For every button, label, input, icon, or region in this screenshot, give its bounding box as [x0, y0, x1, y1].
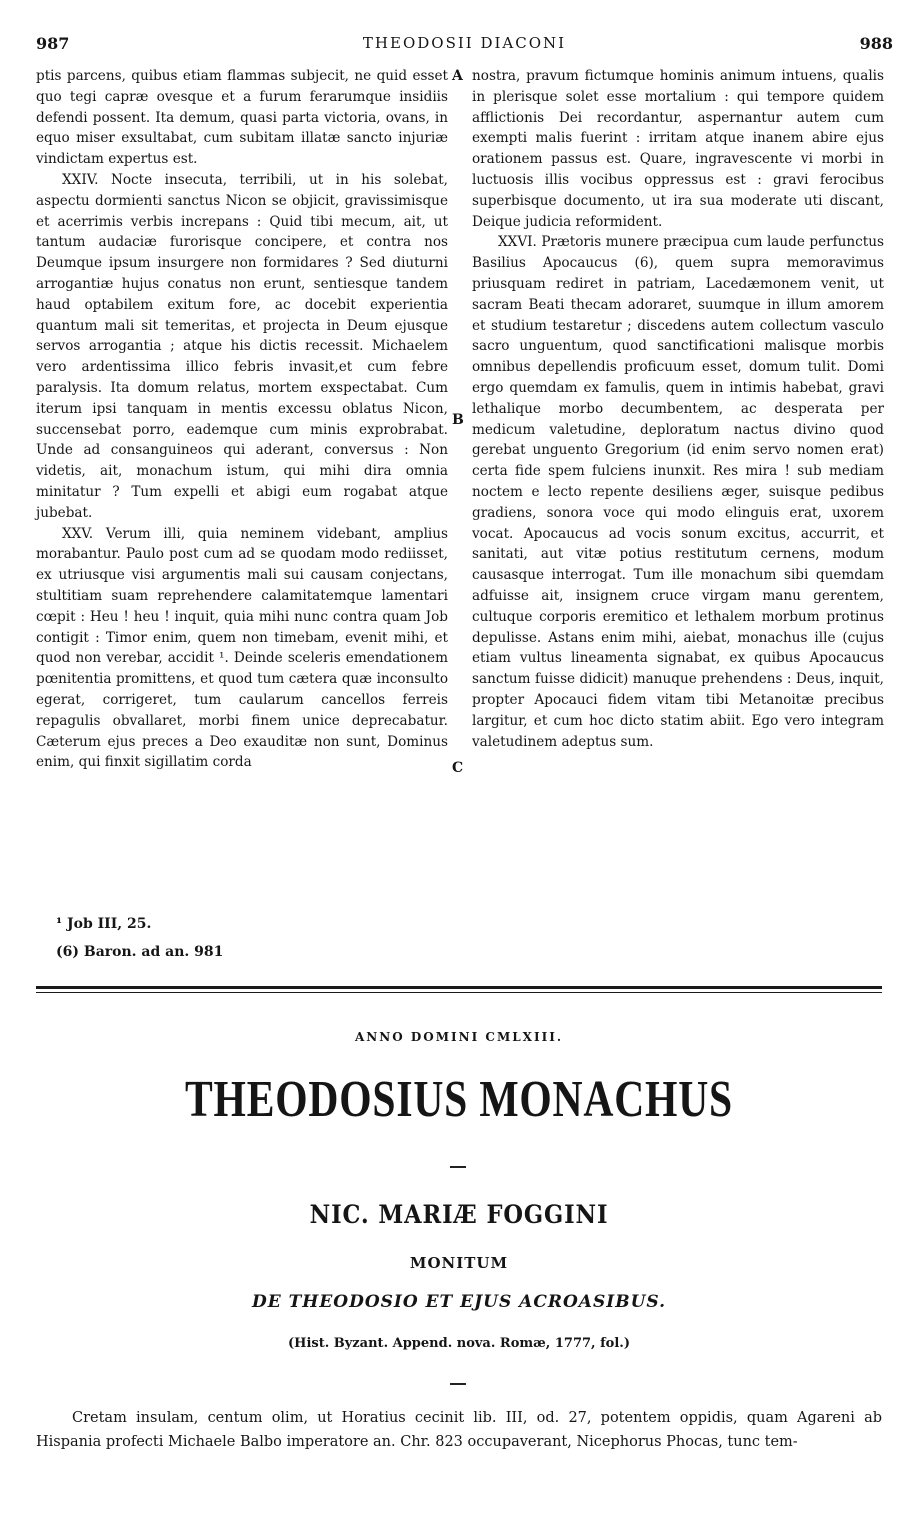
right-paragraph-1: nostra, pravum fictumque hominis animum intuens, qualis in plerisque solet esse mortalium : qui tempore quidem afflictionis Dei recordantur, aspernantur autem cum exempti malis fuerint : irritam atque inanem abire ejus orationem passus est. Quare, ingravescente vi morbi in luctuosis illis vocibus oppressus est : gravi ferocibus superbisque documento, ut ira sua moderate uti discant, Deique judicia reformident. — [472, 68, 884, 230]
footnote-2: (6) Baron. ad an. 981 — [56, 944, 224, 960]
separator-rule-top — [36, 986, 882, 989]
body-paragraph: Cretam insulam, centum olim, ut Horatius cecinit lib. III, od. 27, potentem oppidis, quam Agareni ab Hispania profecti Michaele Balbo imperatore an. Chr. 823 occupaverant, Nicephorus Phocas, tunc tem- — [36, 1410, 882, 1450]
margin-letter-a: A — [452, 68, 463, 84]
author-line: NIC. MARIÆ FOGGINI — [309, 1200, 609, 1229]
margin-letter-c: C — [452, 760, 464, 776]
left-paragraph-2: XXIV. Nocte insecuta, terribili, ut in his solebat, aspectu dormienti sanctus Nicon se objicit, gravissimisque et acerrimis verbis increpans : Quid tibi mecum, ait, ut tantum audaciæ furorisque conciperе, et contra nos Deumque ipsum insurgere non formidares ? Sed diuturni arrogantiæ hujus conatus non erunt, sentiesque tandem haud optabilem exitum fore, ac docebit experientia quantum mali sit temeritas, et projecta in Deum ejusque servos arrogantia ; atque his dictis recessit. Michaelem vero ardentissima illico febris invasit,et cum febre paralysis. Ita domum relatus, mortem exspectabat. Cum iterum ipsi tanquam in mentis excessu oblatus Nicon, succensebat porro, eademque cum minis exprobrabat. Unde ad consanguineos qui aderant, conversus : Non videtis, ait, monachum istum, qui mihi dira omnia minitatur ? Tum expelli et abigi eum rogabat atque jubebat. — [36, 171, 448, 521]
title-dash — [450, 1166, 466, 1168]
body-text — [36, 1406, 882, 1454]
page-number-left: 987 — [36, 34, 70, 53]
left-paragraph-3: XXV. Verum illi, quia neminem videbant, amplius morabantur. Paulo post cum ad se quodam modo rediisset, ex utriusque visi argumentis mali sui causam conjectans, stultitiam suam reprehendere calamitatemque lamentari cœpit : Heu ! heu ! inquit, quia mihi nunc contra quam Job contigit : Timor enim, quem non timebam, evenit mihi, et quod non verebar, accidit ¹. Deinde sceleris emendationem pœnitentia promittens, et quod tum cætera quæ inconsulto egerat, corrigeret, tum caularum cancellos ferreis repagulis obvallaret, morbi finem unice deprecabatur. Cæterum ejus preces a Deo exauditæ non sunt, Dominus enim, qui finxit sigillatim corda — [36, 525, 448, 771]
running-title: THEODOSII DIACONI — [362, 34, 567, 52]
footnotes — [56, 910, 223, 966]
footnote-1: ¹ Job III, 25. — [56, 916, 152, 932]
page-number-right: 988 — [859, 34, 893, 53]
separator-rule-bottom — [36, 992, 882, 993]
subheading: DE THEODOSIO ET EJUS ACROASIBUS. — [251, 1292, 666, 1312]
monitum-heading: MONITUM — [409, 1254, 509, 1272]
source-dash — [450, 1383, 466, 1385]
page-header — [36, 34, 893, 54]
right-paragraph-2: XXVI. Prætoris munere præcipua cum laude perfunctus Basilius Apocaucus (6), quem supra memoravimus priusquam rediret in patriam, Lacedæmonem venit, ut sacram Beati thecam adoraret, suumque in illum amorem et studium testaretur ; discedens autem collectum vasculo sacro unguentum, quod sanctificationi malisque morbis omnibus depellendis proficuum esset, domum tulit. Domi ergo quemdam ex famulis, quem in intimis habebat, gravi lethalique morbo decumbentem, ac desperata per medicum valetudine, deploratum nactus divino quod gerebat unguento Gregorium (id enim servo nomen erat) certa fide spem fulciens inunxit. Res mira ! sub mediam noctem e lecto repente desiliens æger, suisque pedibus gradiens, sonora voce qui modo elinguis erat, uxorem vocat. Apocaucus ad vocis sonum excitus, accurrit, et sanitati, aut vitæ potius restitutum cernens, modum causasque interrogat. Tum ille monachum sibi quemdam adfuisse ait, insignem cruce virgam manu gerentem, cultuque corporis eremitico et lethalem morbum protinus depulisse. Astans enim mihi, aiebat, monachus ille (cujus etiam vultus lineamenta signabat, ex quibus Apocaucus sanctum fuisse didicit) manuque prehendens : Deus, inquit, propter Apocauci fidem vitam tibi Metanoitæ precibus largitur, et cum hoc dicto statim abiit. Ego vero integram valetudinem adeptus sum. — [472, 234, 884, 750]
left-paragraph-1: ptis parcens, quibus etiam flammas subjecit, ne quid esset quo tegi capræ ovesque et a furum ferarumque insidiis defendi possent. Ita demum, quasi parta victoria, ovans, in equo miser exsultabat, cum subitam illatæ sancto injuriæ vindictam expertus est. — [36, 68, 448, 168]
section-title: THEODOSIUS MONACHUS — [185, 1071, 733, 1128]
left-column — [36, 66, 448, 773]
source-citation: (Hist. Byzant. Append. nova. Romæ, 1777, fol.) — [288, 1336, 630, 1351]
right-column — [472, 66, 884, 752]
anno-line: ANNO DOMINI CMLXIII. — [355, 1030, 563, 1044]
margin-letter-b: B — [452, 412, 464, 428]
